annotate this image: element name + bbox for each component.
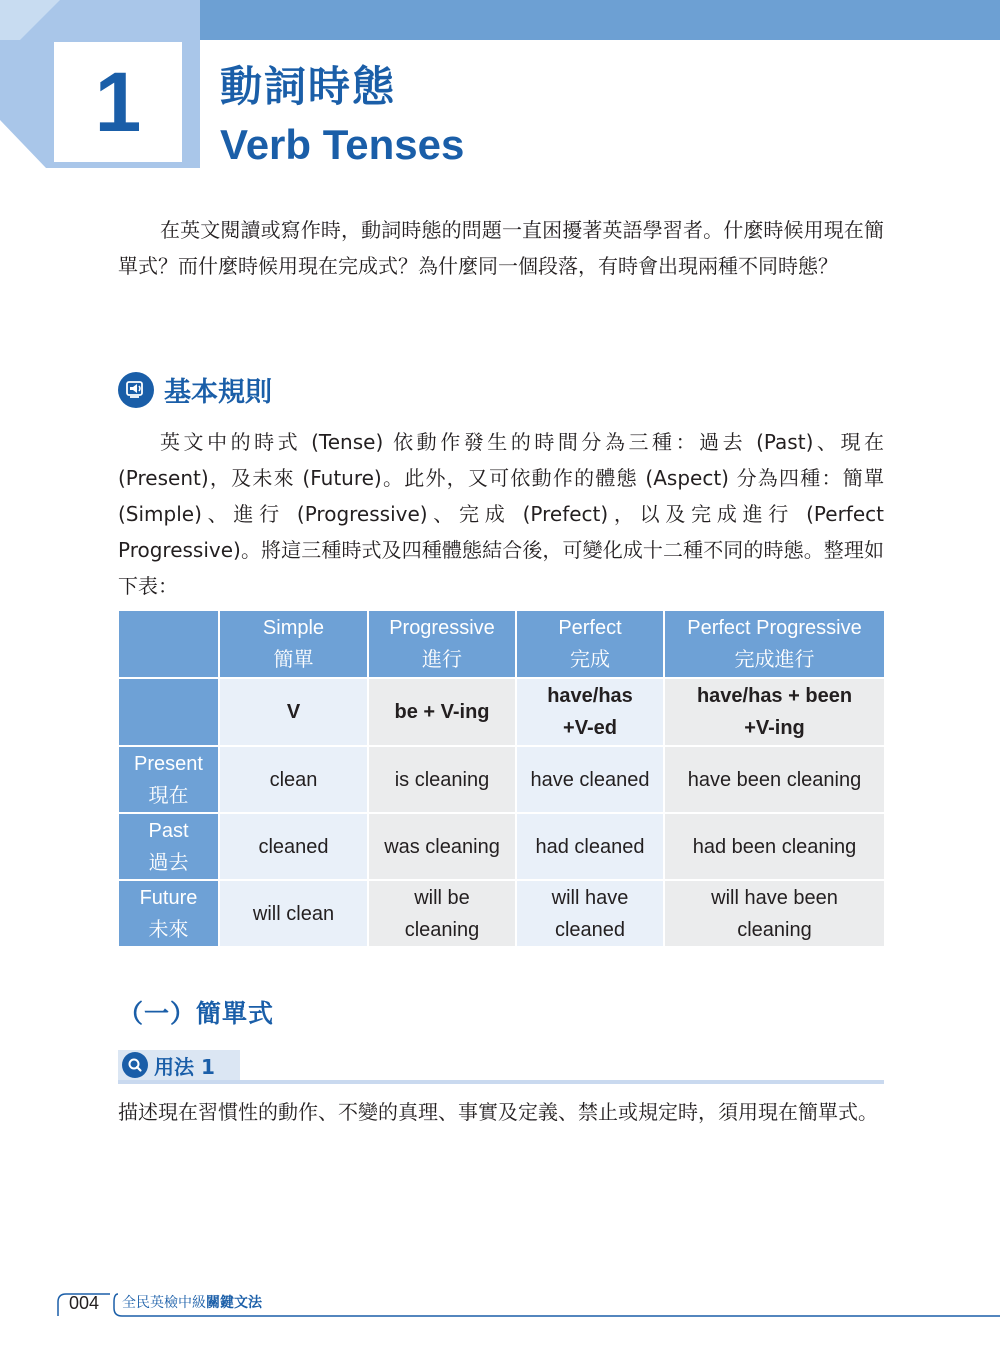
table-cell: is cleaning [368,746,516,813]
table-corner-cell [118,610,219,678]
formula-cell: have/has +V-ed [516,678,664,746]
intro-paragraph: 在英文閱讀或寫作時，動詞時態的問題一直困擾著英語學習者。什麼時候用現在簡單式？而什麼時候用現在完成式？為什麼同一個段落，有時會出現兩種不同時態？ [118,218,884,278]
simple-tense-heading: （一）簡單式 [118,999,275,1028]
table-cell: have cleaned [516,746,664,813]
formula-cell: V [219,678,368,746]
book-title: 全民英檢中級關鍵文法 [122,1295,262,1311]
usage-1-tab [118,1050,240,1080]
formula-cell: be + V-ing [368,678,516,746]
verb-tense-table [117,609,886,948]
header-perfect-progressive: Perfect Progressive 完成進行 [664,610,885,678]
table-cell: was cleaning [368,813,516,880]
formula-row-label [118,678,219,746]
table-cell: had been cleaning [664,813,885,880]
usage-1-bar [118,1050,884,1084]
table-cell: have been cleaning [664,746,885,813]
page-footer [56,1290,1000,1320]
table-row [118,880,885,947]
formula-cell: have/has + been +V-ing [664,678,885,746]
table-header-row [118,610,885,678]
search-icon [122,1052,148,1078]
table-cell: will have cleaned [516,880,664,947]
table-cell: clean [219,746,368,813]
table-cell: cleaned [219,813,368,880]
chapter-number: 1 [94,55,142,149]
header-perfect: Perfect 完成 [516,610,664,678]
megaphone-icon [118,372,154,408]
usage-1-text: 描述現在習慣性的動作、不變的真理、事實及定義、禁止或規定時，須用現在簡單式。 [118,1100,878,1124]
table-cell: will clean [219,880,368,947]
table-row [118,813,885,880]
chapter-title-zh: 動詞時態 [220,62,397,111]
table-cell: will be cleaning [368,880,516,947]
row-label-past: Past 過去 [118,813,219,880]
header-progressive: Progressive 進行 [368,610,516,678]
chapter-title-en: Verb Tenses [220,121,465,168]
usage-1-label: 用法 1 [154,1054,215,1079]
table-row [118,746,885,813]
basic-rules-heading [118,370,272,409]
table-cell: will have been cleaning [664,880,885,947]
page-number: 004 [68,1292,100,1313]
formula-row [118,678,885,746]
header-simple: Simple 簡單 [219,610,368,678]
row-label-future: Future 未來 [118,880,219,947]
chapter-number-box [54,42,182,162]
row-label-present: Present 現在 [118,746,219,813]
table-cell: had cleaned [516,813,664,880]
basic-rules-paragraph: 英文中的時式 (Tense) 依動作發生的時間分為三種：過去 (Past)、現在 (Present)，及未來 (Future)。此外，又可依動作的體態 (Aspect) 分為四種：簡單 (Simple)、進行 (Progressive)、完成 (Prefect)，以及完成進行 (Perfect Progressive)。將這三種時式及四種體態結合後，可變化成十二種不同的時態。整理如下表： [118,430,884,598]
basic-rules-title: 基本規則 [164,377,272,408]
